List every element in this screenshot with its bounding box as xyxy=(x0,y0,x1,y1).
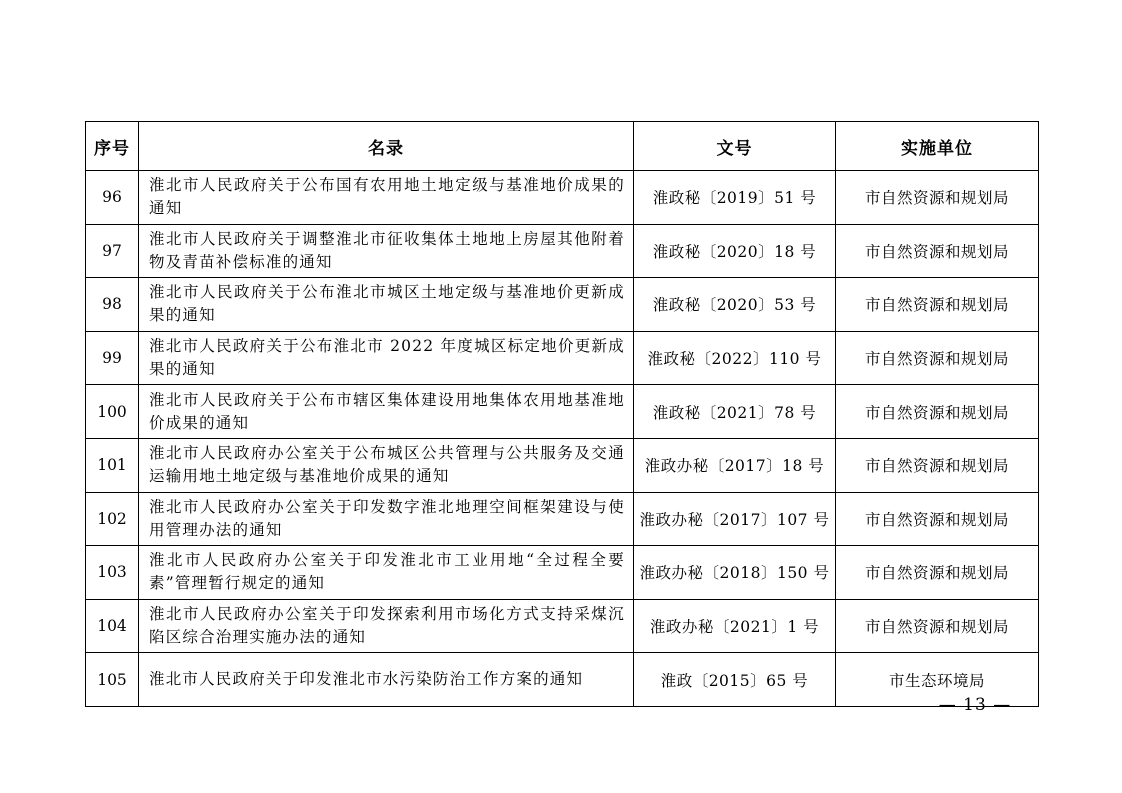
table-row xyxy=(86,331,1039,385)
row-document-number: 淮政秘〔2022〕110 号 xyxy=(634,331,836,385)
page-number: — 13 — xyxy=(938,695,1012,715)
directory-table xyxy=(85,121,1039,707)
row-implementing-unit: 市自然资源和规划局 xyxy=(836,224,1039,278)
table-row xyxy=(86,278,1039,332)
table-header-row xyxy=(86,122,1039,171)
row-document-number: 淮政秘〔2020〕18 号 xyxy=(634,224,836,278)
row-document-name: 淮北市人民政府关于印发淮北市水污染防治工作方案的通知 xyxy=(139,653,634,707)
row-implementing-unit: 市自然资源和规划局 xyxy=(836,331,1039,385)
row-document-number: 淮政秘〔2020〕53 号 xyxy=(634,278,836,332)
table-row xyxy=(86,546,1039,600)
row-document-name: 淮北市人民政府关于公布淮北市城区土地定级与基准地价更新成果的通知 xyxy=(139,278,634,332)
table-row xyxy=(86,171,1039,225)
row-implementing-unit: 市自然资源和规划局 xyxy=(836,278,1039,332)
row-serial-number: 99 xyxy=(86,331,139,385)
row-serial-number: 104 xyxy=(86,599,139,653)
row-document-name: 淮北市人民政府关于公布淮北市 2022 年度城区标定地价更新成果的通知 xyxy=(139,331,634,385)
header-serial-number: 序号 xyxy=(86,122,139,171)
row-implementing-unit: 市自然资源和规划局 xyxy=(836,385,1039,439)
table-row xyxy=(86,438,1039,492)
table-row xyxy=(86,492,1039,546)
row-document-name: 淮北市人民政府办公室关于公布城区公共管理与公共服务及交通运输用地土地定级与基准地价成果的通知 xyxy=(139,438,634,492)
header-document-name: 名录 xyxy=(139,122,634,171)
row-implementing-unit: 市自然资源和规划局 xyxy=(836,546,1039,600)
row-document-number: 淮政〔2015〕65 号 xyxy=(634,653,836,707)
header-implementing-unit: 实施单位 xyxy=(836,122,1039,171)
row-serial-number: 97 xyxy=(86,224,139,278)
row-serial-number: 102 xyxy=(86,492,139,546)
row-document-name: 淮北市人民政府关于公布国有农用地土地定级与基准地价成果的通知 xyxy=(139,171,634,225)
row-document-number: 淮政办秘〔2021〕1 号 xyxy=(634,599,836,653)
table-row xyxy=(86,653,1039,707)
row-document-number: 淮政秘〔2021〕78 号 xyxy=(634,385,836,439)
row-document-number: 淮政办秘〔2017〕18 号 xyxy=(634,438,836,492)
table-row xyxy=(86,599,1039,653)
row-serial-number: 103 xyxy=(86,546,139,600)
row-document-number: 淮政秘〔2019〕51 号 xyxy=(634,171,836,225)
table-row xyxy=(86,385,1039,439)
row-serial-number: 100 xyxy=(86,385,139,439)
row-document-name: 淮北市人民政府办公室关于印发淮北市工业用地“全过程全要素”管理暂行规定的通知 xyxy=(139,546,634,600)
row-document-number: 淮政办秘〔2017〕107 号 xyxy=(634,492,836,546)
row-document-name: 淮北市人民政府办公室关于印发数字淮北地理空间框架建设与使用管理办法的通知 xyxy=(139,492,634,546)
row-document-name: 淮北市人民政府关于公布市辖区集体建设用地集体农用地基准地价成果的通知 xyxy=(139,385,634,439)
header-document-number: 文号 xyxy=(634,122,836,171)
row-implementing-unit: 市生态环境局 xyxy=(836,653,1039,707)
row-serial-number: 105 xyxy=(86,653,139,707)
row-serial-number: 98 xyxy=(86,278,139,332)
row-serial-number: 96 xyxy=(86,171,139,225)
row-document-name: 淮北市人民政府关于调整淮北市征收集体土地地上房屋其他附着物及青苗补偿标准的通知 xyxy=(139,224,634,278)
row-implementing-unit: 市自然资源和规划局 xyxy=(836,492,1039,546)
row-serial-number: 101 xyxy=(86,438,139,492)
table-row xyxy=(86,224,1039,278)
row-implementing-unit: 市自然资源和规划局 xyxy=(836,599,1039,653)
row-document-name: 淮北市人民政府办公室关于印发探索利用市场化方式支持采煤沉陷区综合治理实施办法的通知 xyxy=(139,599,634,653)
row-implementing-unit: 市自然资源和规划局 xyxy=(836,438,1039,492)
row-document-number: 淮政办秘〔2018〕150 号 xyxy=(634,546,836,600)
row-implementing-unit: 市自然资源和规划局 xyxy=(836,171,1039,225)
